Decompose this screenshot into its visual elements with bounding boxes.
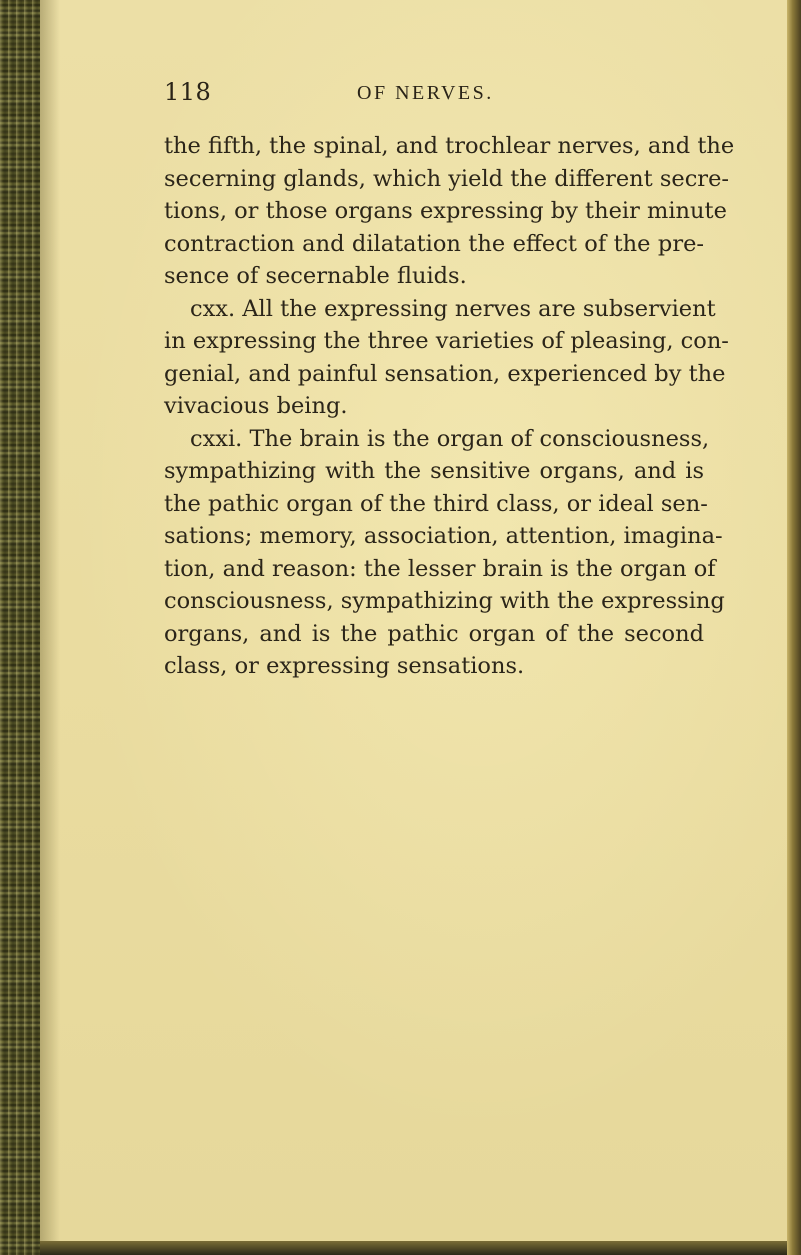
text-line: in expressing the three varieties of pleasing, con- bbox=[164, 328, 729, 354]
text-line: contraction and dilatation the effect of the pre- bbox=[164, 230, 704, 257]
text-line: sations; memory, association, attention, imagina- bbox=[164, 523, 723, 549]
page-bottom-edge bbox=[40, 1241, 787, 1255]
text-line: cxxi. The brain is the organ of consciousness, bbox=[190, 425, 710, 452]
text-line: tions, or those organs expressing by their minute bbox=[164, 198, 727, 224]
running-head: OF NERVES. bbox=[357, 82, 494, 104]
text-line: consciousness, sympathizing with the expressing bbox=[164, 588, 725, 614]
body-text bbox=[164, 130, 735, 683]
text-line: secerning glands, which yield the different secre- bbox=[164, 165, 729, 192]
text-line: the fifth, the spinal, and trochlear nerves, and the bbox=[164, 133, 735, 159]
text-line: class, or expressing sensations. bbox=[164, 653, 525, 679]
text-line: tion, and reason: the lesser brain is the organ of bbox=[164, 555, 716, 582]
text-line: organs, and is the pathic organ of the second bbox=[164, 620, 704, 647]
text-line: cxx. All the expressing nerves are subservient bbox=[190, 295, 716, 322]
text-line: the pathic organ of the third class, or ideal sen- bbox=[164, 490, 708, 517]
page-right-edge bbox=[787, 0, 801, 1255]
book-binding-edge bbox=[0, 0, 40, 1255]
text-line: sence of secernable fluids. bbox=[164, 263, 467, 289]
page-header bbox=[164, 78, 704, 112]
text-line: genial, and painful sensation, experienced by the bbox=[164, 360, 726, 387]
text-line: vivacious being. bbox=[164, 393, 348, 419]
gutter-shadow bbox=[40, 0, 60, 1255]
text-line: sympathizing with the sensitive organs, and is bbox=[164, 458, 704, 484]
page-number: 118 bbox=[164, 78, 212, 106]
